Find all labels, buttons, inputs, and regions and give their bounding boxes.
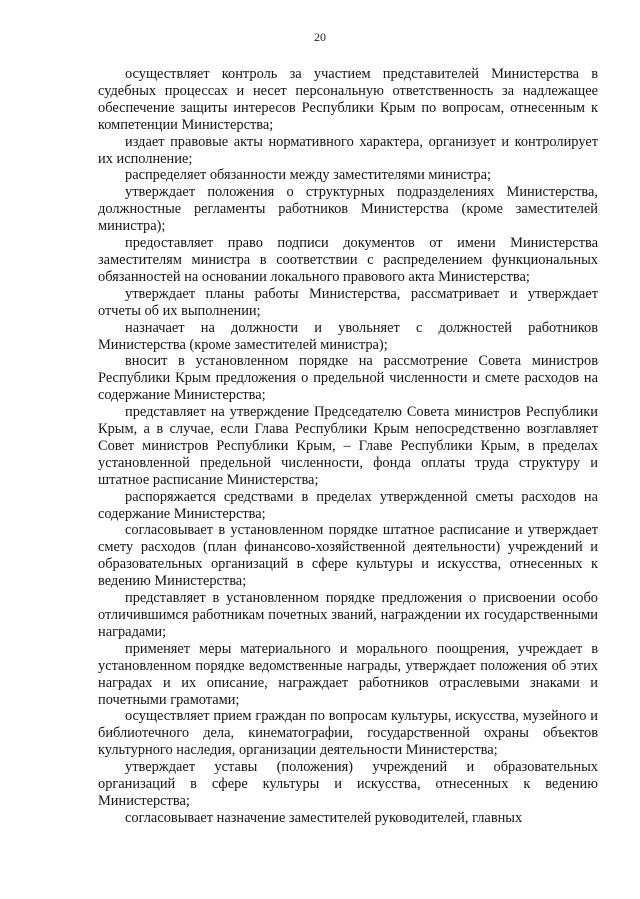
paragraph: применяет меры материального и морального поощрения, учреждает в установленном порядке ведомственные награды, утверждает положения об этих наградах и их описание, награждает работников отраслевыми знаками и почетными грамотами; bbox=[98, 640, 598, 708]
paragraph: согласовывает назначение заместителей руководителей, главных bbox=[125, 809, 523, 826]
paragraph: представляет на утверждение Председателю Совета министров Республики Крым, а в случае, если Глава Республики Крым непосредственно возглавляет Совет министров Республики Крым, – Главе Республики Крым, в пределах установленной предельной численности, фонда оплаты труда структуру и штатное расписание Министерства; bbox=[98, 404, 598, 488]
paragraph: вносит в установленном порядке на рассмотрение Совета министров Республики Крым предложения о предельной численности и смете расходов на содержание Министерства; bbox=[98, 353, 598, 404]
page-number: 20 bbox=[314, 30, 326, 44]
paragraph: утверждает планы работы Министерства, рассматривает и утверждает отчеты об их выполнении; bbox=[98, 285, 598, 319]
paragraph: осуществляет прием граждан по вопросам культуры, искусства, музейного и библиотечного дела, кинематографии, государственной охраны объектов культурного наследия, организации деятельности Министерства; bbox=[98, 708, 598, 759]
paragraph: предоставляет право подписи документов от имени Министерства заместителям министра в соответствии с распределением функциональных обязанностей на основании локального правового акта Министерства; bbox=[98, 235, 598, 285]
paragraph: согласовывает в установленном порядке штатное расписание и утверждает смету расходов (план финансово-хозяйственной деятельности) учреждений и образовательных организаций в сфере культуры и искусства, отнесенных к ведению Министерства; bbox=[98, 522, 598, 590]
paragraph: распоряжается средствами в пределах утвержденной сметы расходов на содержание Министерства; bbox=[98, 488, 598, 522]
paragraph: утверждает уставы (положения) учреждений и образовательных организаций в сфере культуры и искусства, отнесенных к ведению Министерства; bbox=[98, 759, 598, 809]
paragraph: осуществляет контроль за участием представителей Министерства в судебных процессах и несет персональную ответственность за надлежащее обеспечение защиты интересов Республики Крым по вопросам, отнесенным к компетенции Министерства; bbox=[98, 66, 598, 133]
paragraph: распределяет обязанности между заместителями министра; bbox=[125, 167, 492, 184]
paragraph: представляет в установленном порядке предложения о присвоении особо отличившимся работникам почетных званий, награждении их государственными наградами; bbox=[98, 590, 598, 640]
paragraph: назначает на должности и увольняет с должностей работников Министерства (кроме заместителей министра); bbox=[98, 319, 598, 353]
paragraph: издает правовые акты нормативного характера, организует и контролирует их исполнение; bbox=[98, 133, 598, 167]
paragraph: утверждает положения о структурных подразделениях Министерства, должностные регламенты работников Министерства (кроме заместителей министра); bbox=[98, 184, 598, 235]
